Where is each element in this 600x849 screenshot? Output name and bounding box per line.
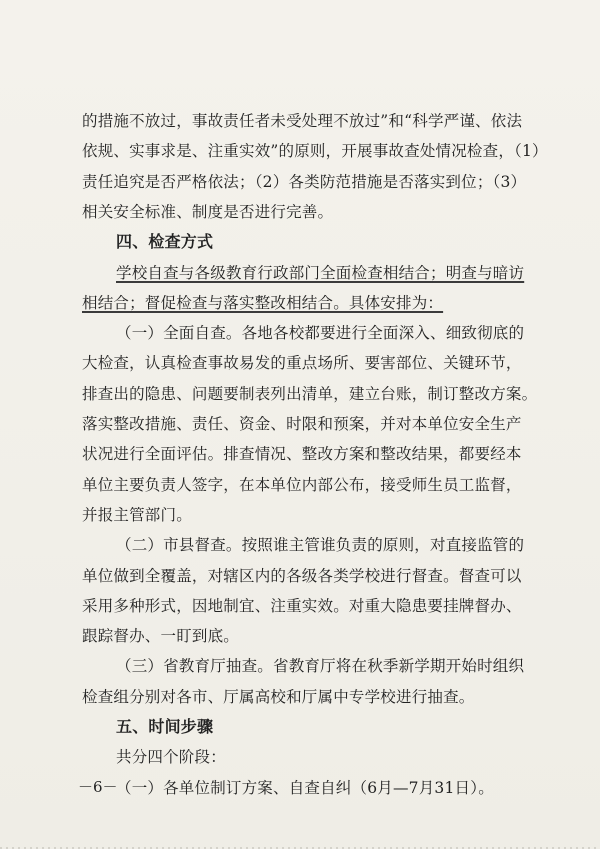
section-heading-timeline: 五、时间步骤 [116,717,214,736]
underlined-text: 相结合；督促检查与落实整改相结合。具体安排为： [82,293,444,312]
body-line: 依规、实事求是、注重实效”的原则，开展事故查处情况检查，（1） [82,142,548,161]
item-line: 落实整改措施、责任、资金、时限和预案，并对本单位安全生产 [82,415,522,433]
body-line: 的措施不放过，事故责任者未受处理不放过”和“科学严谨、依法 [82,112,523,130]
body-line: （一）各单位制订方案、自查自纠（6月—7月31日）。 [116,778,494,797]
page-number: －6－ [78,778,118,796]
item-line: 检查组分别对各市、厅属高校和厅属中专学校进行抽查。 [82,687,475,706]
item-line: （三）省教育厅抽查。省教育厅将在秋季新学期开始时组织 [116,657,525,676]
item-line: 并报主管部门。 [82,505,192,524]
body-line: 责任追究是否严格依法；（2）各类防范措施是否落实到位；（3） [82,172,527,191]
item-line: 单位主要负责人签字，在本单位内部公布，接受师生员工监督， [82,475,522,494]
body-line: 相关安全标准、制度是否进行完善。 [82,202,334,221]
body-line: 共分四个阶段： [116,748,226,767]
item-line: 单位做到全覆盖，对辖区内的各级各类学校进行督查。督查可以 [82,566,522,585]
item-line: 大检查，认真检查事故易发的重点场所、要害部位、关键环节， [82,354,522,373]
body-line-underlined [82,293,443,313]
item-line: （一）全面自查。各地各校都要进行全面深入、细致彻底的 [116,324,525,343]
section-heading-inspection-methods: 四、检查方式 [116,232,214,252]
body-line-underlined: 学校自查与各级教育行政部门全面检查相结合；明查与暗访 [116,263,525,282]
item-line: 排查出的隐患、问题要制表列出清单，建立台账，制订整改方案。 [82,384,538,403]
item-line: 状况进行全面评估。排查情况、整改方案和整改结果，都要经本 [82,445,522,464]
item-line: （二）市县督查。按照谁主管谁负责的原则，对直接监管的 [116,536,525,555]
item-line: 采用多种形式，因地制宜、注重实效。对重大隐患要挂牌督办、 [82,596,522,615]
item-line: 跟踪督办、一盯到底。 [82,627,240,646]
